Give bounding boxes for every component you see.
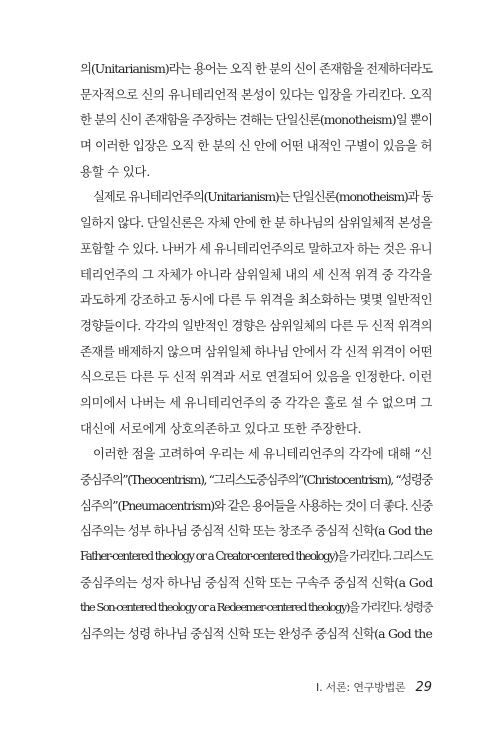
text-line: 식으로든 다른 두 신적 위격과 서로 연결되어 있음을 인정한다. 이런 [80,369,432,385]
paragraph-3 [80,441,432,647]
paragraph-2 [80,184,432,441]
body-text [80,56,432,647]
text-line: 의미에서 나버는 세 유니테리언주의 중 각각은 홀로 설 수 없으며 그 [80,394,432,410]
text-line: 테리언주의 그 자체가 아니라 삼위일체 내의 세 신적 위격 중 각각을 [80,266,432,282]
text-line: 심주의는 성령 하나님 중심적 신학 또는 완성주 중심적 신학(a God the [80,626,432,642]
text-line: 용할 수 있다. [80,163,151,179]
text-line: 대신에 서로에게 상호의존하고 있다고 또한 주장한다. [80,420,362,436]
text-line: 이러한 점을 고려하여 우리는 세 유니테리언주의 각각에 대해 “신 [93,446,432,462]
text-line: 과도하게 강조하고 동시에 다른 두 위격을 최소화하는 몇몇 일반적인 [80,292,433,308]
text-line: 중심주의는 성자 하나님 중심적 신학 또는 구속주 중심적 신학(a God [80,574,433,590]
text-line: 심주의는 성부 하나님 중심적 신학 또는 창조주 중심적 신학(a God the [80,523,432,539]
paragraph-1 [80,56,432,184]
text-line: 심주의”(Pneumacentrism)와 같은 용어들을 사용하는 것이 더 좋다. 신중 [80,497,432,513]
text-line: 일하지 않다. 단일신론은 자체 안에 한 분 하나님의 삼위일체적 본성을 [80,215,432,231]
text-line: 포함할 수 있다. 나버가 세 유니테리언주의로 말하고자 하는 것은 유니 [80,240,432,256]
text-line: 문자적으로 신의 유니테리언적 본성이 있다는 입장을 가리킨다. 오직 [80,86,433,102]
text-line: 의(Unitarianism)라는 용어는 오직 한 분의 신이 존재함을 전제하더라도 [80,61,432,76]
page-footer [0,676,432,696]
text-line: the Son-centered theology or a Redeemer-centered theology)을 가리킨다. 성령중 [80,600,432,615]
text-line: 실제로 유니테리언주의(Unitarianism)는 단일신론(monotheism)과 동 [93,189,432,205]
running-footer-section-title: I. 서론: 연구방법론 [316,681,406,694]
text-line: Father-centered theology or a Creator-centered theology)을 가리킨다. 그리스도 [80,549,432,564]
text-line: 며 이러한 입장은 오직 한 분의 신 안에 어떤 내적인 구별이 있음을 허 [80,138,432,154]
text-line: 경향들이다. 각각의 일반적인 경향은 삼위일체의 다른 두 신적 위격의 [80,317,433,333]
page-number: 29 [415,680,432,695]
text-line: 존재를 배제하지 않으며 삼위일체 하나님 안에서 각 신적 위격이 어떤 [80,343,433,359]
text-line: 중심주의”(Theocentrism), “그리스도중심주의”(Christocentrism), “성령중 [80,472,433,487]
text-line: 한 분의 신이 존재함을 주장하는 견해는 단일신론(monotheism)일 뿐이 [80,112,432,128]
